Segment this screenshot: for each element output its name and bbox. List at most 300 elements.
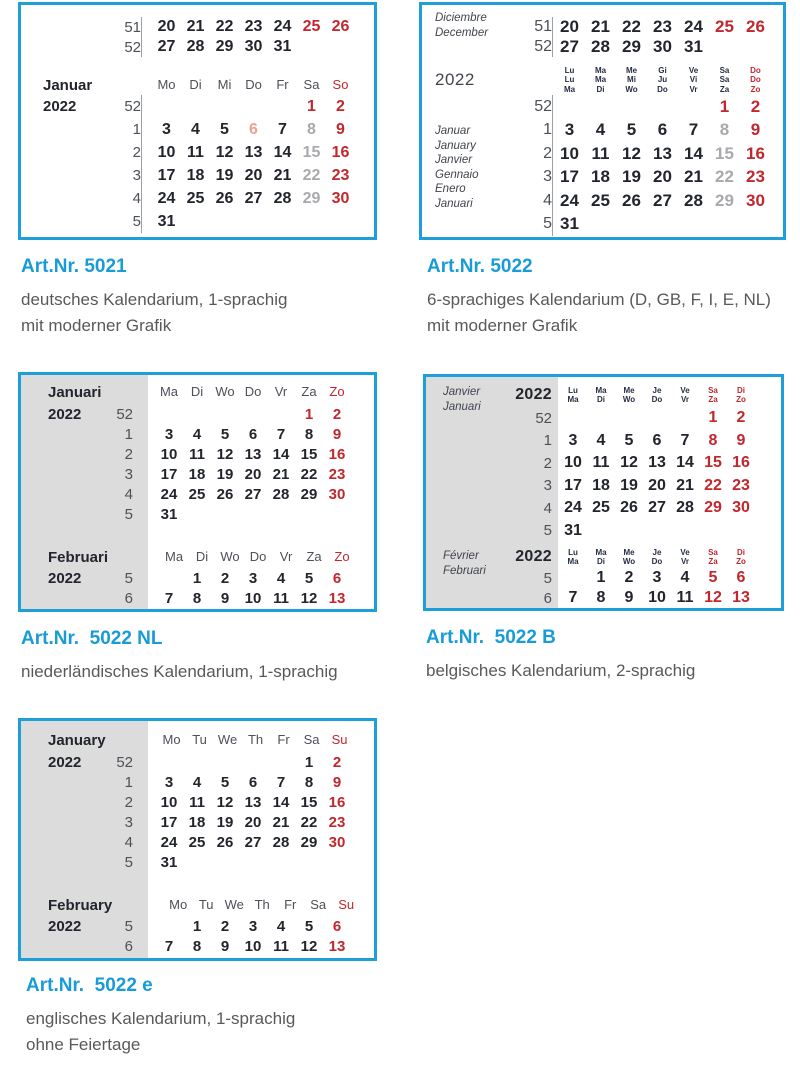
date-cell: 18 [188, 465, 206, 483]
weekday-abbrev: Sa [719, 75, 730, 85]
date-cell: 22 [715, 167, 734, 187]
weekday-abbrev: Do [750, 75, 761, 85]
date-cell: 24 [684, 17, 703, 36]
weekday-header [239, 78, 268, 92]
date-cell: 23 [653, 17, 672, 36]
weekday-header [160, 550, 188, 564]
weekday-header-row [21, 546, 374, 568]
calendar-grid [21, 375, 374, 609]
weekday-header [152, 78, 181, 92]
weekday-abbrev: Do [245, 77, 262, 92]
week-dates [133, 916, 351, 936]
date-cell: 18 [592, 476, 610, 494]
weekday-abbrev: We [217, 732, 238, 747]
date-cell: 15 [300, 793, 318, 811]
week-number: 52 [534, 97, 552, 115]
weekday-abbrev: Za [708, 395, 718, 404]
product-5021 [18, 2, 388, 339]
week-number: 52 [535, 409, 552, 427]
week-number: 5 [124, 853, 133, 871]
date-cell: 21 [273, 166, 292, 184]
weekday-abbrev: Wo [215, 384, 235, 399]
weekday-header [239, 385, 267, 399]
date-cell: 9 [332, 773, 342, 791]
date-cell: 8 [192, 589, 202, 607]
date-cell: 26 [331, 18, 350, 35]
week-dates [133, 852, 351, 872]
date-cell: 7 [164, 589, 174, 607]
weekday-abbrev: Zo [736, 395, 746, 404]
weekday-abbrev: Sa [310, 897, 327, 912]
weekday-header [158, 733, 186, 747]
calendar-week-row [21, 187, 374, 210]
weekday-abbrev: Je [652, 547, 662, 557]
date-cell: 2 [332, 405, 342, 423]
week-dates [552, 17, 771, 37]
date-cell: 9 [332, 425, 342, 443]
date-cell: 30 [328, 485, 346, 503]
date-cell: 27 [244, 485, 262, 503]
date-cell: 29 [300, 485, 318, 503]
date-cell: 30 [331, 189, 350, 207]
weekday-abbrev: Wo [625, 84, 638, 94]
date-cell: 31 [273, 38, 292, 55]
calendar-week-row [426, 497, 781, 520]
month-label: December [435, 27, 489, 39]
weekday-abbrev: Ma [594, 65, 607, 75]
weekday-header [709, 66, 740, 95]
date-cell: 6 [657, 120, 668, 140]
weekday-header [727, 386, 755, 405]
date-cell: 7 [164, 937, 174, 955]
date-cell: 6 [332, 569, 342, 587]
week-dates [552, 520, 755, 543]
calendar-week-row [426, 430, 781, 453]
weekday-abbrev: Di [190, 384, 204, 399]
date-cell: 7 [276, 773, 286, 791]
week-number: 3 [543, 168, 552, 186]
description-line: 6-sprachiges Kalendarium (D, GB, F, I, E, NL) [427, 290, 771, 309]
weekday-abbrev: Sa [303, 732, 320, 747]
week-number: 6 [543, 589, 552, 607]
weekday-header [671, 386, 699, 405]
date-cell: 10 [244, 589, 262, 607]
date-cell: 26 [216, 833, 234, 851]
weekday-header [276, 898, 304, 912]
weekday-abbrev: Sa [719, 65, 730, 75]
weekday-header [211, 385, 239, 399]
date-cell: 16 [328, 445, 346, 463]
date-cell: 12 [300, 589, 318, 607]
date-cell: 12 [620, 454, 638, 472]
date-cell: 3 [568, 431, 578, 449]
weekday-header [270, 733, 298, 747]
date-cell: 2 [736, 409, 746, 427]
weekday-abbrev: Za [301, 384, 317, 399]
weekday-abbrev: Za [708, 557, 718, 566]
date-cell: 25 [188, 833, 206, 851]
calendar-week-row [21, 95, 374, 118]
week-number: 6 [124, 937, 133, 955]
week-number: 52 [124, 38, 141, 56]
calendar-week-row [426, 452, 781, 475]
date-cell: 1 [192, 917, 202, 935]
week-dates [133, 588, 351, 608]
date-cell: 8 [304, 425, 314, 443]
week-dates [133, 504, 351, 524]
week-dates [133, 464, 351, 484]
date-cell: 3 [248, 569, 258, 587]
week-number: 52 [116, 405, 133, 423]
week-dates [552, 213, 771, 237]
date-cell: 26 [622, 190, 641, 210]
date-cell: 12 [215, 143, 234, 161]
date-cell: 31 [160, 853, 178, 871]
month-label: Enero [435, 183, 466, 195]
date-cell: 5 [304, 569, 314, 587]
weekday-abbrev: Do [651, 557, 663, 566]
weekday-header [297, 78, 326, 92]
date-cell: 19 [622, 167, 641, 187]
date-cell: 19 [216, 813, 234, 831]
date-cell: 9 [750, 120, 761, 140]
week-number: 2 [124, 445, 133, 463]
date-cell: 15 [300, 445, 318, 463]
date-cell: 4 [595, 120, 606, 140]
date-cell: 20 [157, 18, 176, 35]
date-cell: 22 [300, 813, 318, 831]
date-cell: 5 [626, 120, 637, 140]
date-cell: 5 [220, 773, 230, 791]
week-number: 5 [543, 569, 552, 587]
weekday-abbrev: Zo [736, 557, 746, 566]
date-cell: 28 [273, 189, 292, 207]
weekday-header [699, 548, 727, 567]
date-cell: 4 [680, 569, 690, 586]
week-number: 2 [132, 144, 141, 161]
weekday-header [328, 550, 356, 564]
date-cell: 3 [164, 425, 174, 443]
weekday-header [183, 385, 211, 399]
week-number: 3 [124, 813, 133, 831]
weekday-abbrev: Ma [594, 75, 607, 85]
week-dates [133, 484, 351, 504]
week-dates [141, 17, 355, 37]
date-cell: 8 [192, 937, 202, 955]
date-cell: 12 [216, 445, 234, 463]
week-number: 4 [543, 191, 552, 209]
date-cell: 21 [591, 17, 610, 36]
date-cell: 1 [596, 569, 606, 586]
calendar-week-row [21, 812, 374, 832]
weekday-header [671, 548, 699, 567]
date-cell: 6 [652, 431, 662, 449]
date-cell: 29 [715, 190, 734, 210]
date-cell: 22 [622, 17, 641, 36]
week-dates [552, 475, 755, 498]
month-label: 2022 [43, 98, 77, 115]
weekday-abbrev: Do [249, 549, 267, 564]
date-cell: 29 [215, 38, 234, 55]
weekday-header [699, 386, 727, 405]
weekday-headers [138, 546, 356, 568]
date-cell: 14 [272, 793, 290, 811]
date-cell: 19 [215, 166, 234, 184]
week-number: 52 [534, 38, 552, 55]
date-cell: 4 [276, 917, 286, 935]
weekday-header [727, 548, 755, 567]
date-cell: 22 [704, 476, 722, 494]
product-5022-e [18, 718, 388, 1058]
weekday-abbrev: Di [189, 77, 202, 92]
date-cell: 18 [186, 166, 205, 184]
month-label: 2022 [48, 569, 82, 587]
week-dates [133, 752, 351, 772]
date-cell: 21 [272, 465, 290, 483]
date-cell: 2 [220, 917, 230, 935]
weekday-abbrev: Do [651, 395, 663, 404]
date-cell: 24 [564, 499, 582, 517]
date-cell: 17 [160, 465, 178, 483]
date-cell: 11 [189, 445, 205, 463]
date-cell: 7 [276, 425, 286, 443]
weekday-header [300, 550, 328, 564]
product-description [419, 287, 794, 339]
date-cell: 23 [328, 813, 346, 831]
description-line: ohne Feiertage [26, 1035, 141, 1054]
product-5022 [419, 2, 794, 339]
date-cell: 25 [715, 17, 734, 36]
weekday-header [559, 548, 587, 567]
date-cell: 18 [591, 167, 610, 187]
calendar-week-row [21, 424, 374, 444]
week-number: 3 [124, 465, 133, 483]
weekday-header-row [21, 894, 374, 916]
weekday-abbrev: Vr [274, 384, 288, 399]
week-number: 3 [132, 167, 141, 184]
week-number: 51 [534, 18, 552, 35]
weekday-headers [133, 380, 351, 404]
date-cell: 21 [272, 813, 290, 831]
date-cell: 21 [186, 18, 205, 35]
product-description [18, 1006, 388, 1058]
date-cell: 6 [736, 569, 746, 586]
calendar-week-row [21, 164, 374, 187]
week-dates [141, 210, 355, 233]
date-cell: 17 [564, 476, 582, 494]
weekday-abbrev: Gi [658, 65, 667, 75]
week-number: 1 [543, 121, 552, 139]
week-number: 4 [132, 190, 141, 207]
date-cell: 13 [648, 454, 666, 472]
description-line: mit moderner Grafik [21, 316, 172, 335]
week-dates [552, 588, 755, 608]
weekday-header [616, 66, 647, 95]
week-dates [552, 452, 755, 475]
date-cell: 30 [328, 833, 346, 851]
date-cell: 18 [188, 813, 206, 831]
date-cell: 27 [157, 38, 176, 55]
date-cell: 26 [620, 499, 638, 517]
week-number: 5 [124, 569, 133, 587]
month-label: 2022 [48, 917, 82, 935]
weekday-abbrev: Do [657, 84, 668, 94]
calendar-week-row [21, 852, 374, 872]
calendar-week-row [422, 213, 783, 237]
date-cell: 4 [191, 120, 200, 138]
week-dates [133, 812, 351, 832]
date-cell: 28 [676, 499, 694, 517]
weekday-abbrev: Mo [157, 77, 176, 92]
weekday-abbrev: Lu [568, 547, 578, 557]
week-number: 1 [132, 121, 141, 138]
date-cell: 11 [187, 143, 204, 161]
date-cell: 27 [648, 499, 666, 517]
week-number: 5 [132, 213, 141, 230]
calendar-sample-5022-e [18, 718, 377, 961]
date-cell: 4 [596, 431, 606, 449]
date-cell: 24 [157, 189, 176, 207]
week-dates [133, 936, 351, 956]
week-dates [141, 118, 355, 141]
date-cell: 25 [302, 18, 321, 35]
weekday-abbrev: Do [750, 65, 761, 75]
month-label: 2022 [48, 405, 82, 423]
date-cell: 28 [186, 38, 205, 55]
week-dates [552, 95, 771, 119]
date-cell: 11 [189, 793, 205, 811]
weekday-headers [136, 728, 354, 752]
date-cell: 15 [302, 143, 321, 161]
date-cell: 12 [622, 143, 641, 163]
article-number: Art.Nr. 5022 e [26, 975, 153, 996]
calendar-week-row [21, 17, 374, 37]
description-line: deutsches Kalendarium, 1-sprachig [21, 290, 288, 309]
calendar-week-row [426, 475, 781, 498]
month-label: Diciembre [435, 12, 487, 24]
weekday-abbrev: Fr [276, 77, 289, 92]
week-dates [133, 832, 351, 852]
calendar-week-row [21, 404, 374, 424]
date-cell: 1 [304, 405, 314, 423]
date-cell: 5 [220, 425, 230, 443]
date-cell: 11 [592, 454, 610, 472]
date-cell: 1 [307, 97, 316, 115]
date-cell: 13 [653, 143, 672, 163]
product-5022-nl [18, 372, 388, 685]
weekday-abbrev: Di [195, 549, 209, 564]
week-number: 2 [543, 454, 552, 472]
weekday-header [242, 733, 270, 747]
weekday-abbrev: Je [652, 385, 662, 395]
week-dates [141, 187, 355, 210]
date-cell: 20 [244, 465, 262, 483]
date-cell: 31 [684, 37, 703, 56]
week-number: 5 [543, 215, 552, 233]
week-dates [141, 141, 355, 164]
calendar-week-row [21, 504, 374, 524]
weekday-header-row [21, 728, 374, 752]
week-number: 5 [543, 522, 552, 540]
weekday-abbrev: Me [625, 65, 638, 75]
date-cell: 24 [273, 18, 292, 35]
article-number: Art.Nr. 5022 B [426, 627, 556, 648]
week-number: 5 [124, 917, 133, 935]
date-cell: 21 [676, 476, 694, 494]
week-dates [552, 189, 771, 213]
date-cell: 28 [684, 190, 703, 210]
date-cell: 11 [273, 589, 289, 607]
date-cell: 14 [684, 143, 703, 163]
date-cell: 20 [648, 476, 666, 494]
date-cell: 22 [302, 166, 321, 184]
weekday-abbrev: Wo [622, 395, 636, 404]
date-cell: 12 [704, 589, 722, 606]
date-cell: 14 [272, 445, 290, 463]
date-cell: 27 [244, 189, 263, 207]
date-cell: 10 [560, 143, 579, 163]
date-cell: 3 [162, 120, 171, 138]
weekday-abbrev: Tu [192, 732, 207, 747]
month-list [435, 124, 478, 211]
date-cell: 9 [220, 937, 230, 955]
month-label: Januar [43, 76, 93, 94]
date-cell: 14 [676, 454, 694, 472]
weekday-abbrev: Di [597, 557, 605, 566]
weekday-header [267, 385, 295, 399]
date-cell: 2 [750, 96, 761, 116]
weekday-header-row [21, 75, 374, 95]
calendar-week-row [21, 588, 374, 608]
weekday-abbrev: Do [244, 384, 262, 399]
date-cell: 23 [746, 167, 765, 187]
date-cell: 26 [746, 17, 765, 36]
date-cell: 3 [564, 120, 575, 140]
product-5022-b [423, 374, 791, 684]
month-label: Januari [435, 197, 473, 210]
week-number: 5 [124, 505, 133, 523]
date-cell: 7 [680, 431, 690, 449]
week-number: 4 [543, 499, 552, 517]
date-cell: 17 [160, 813, 178, 831]
weekday-abbrev: Mi [627, 75, 636, 85]
date-cell: 5 [624, 431, 634, 449]
date-cell: 8 [708, 431, 718, 449]
week-dates [141, 95, 355, 118]
date-cell: 17 [560, 167, 579, 187]
weekday-abbrev: Di [737, 385, 745, 395]
week-number: 6 [124, 589, 133, 607]
week-dates [552, 497, 755, 520]
date-cell: 8 [304, 773, 314, 791]
week-number: 2 [124, 793, 133, 811]
date-cell: 3 [248, 917, 258, 935]
weekday-abbrev: Me [623, 547, 635, 557]
weekday-abbrev: Ve [680, 385, 690, 395]
weekday-header [740, 66, 771, 95]
calendar-week-row [21, 484, 374, 504]
weekday-abbrev: Su [338, 897, 355, 912]
date-cell: 29 [300, 833, 318, 851]
date-cell: 16 [746, 143, 765, 163]
date-cell: 13 [244, 143, 263, 161]
calendar-sample-5021 [18, 2, 377, 240]
month-label: 2022 [48, 753, 82, 771]
date-cell: 9 [220, 589, 230, 607]
date-cell: 1 [304, 753, 314, 771]
weekday-header [188, 550, 216, 564]
calendar-sample-5022 [419, 2, 786, 240]
